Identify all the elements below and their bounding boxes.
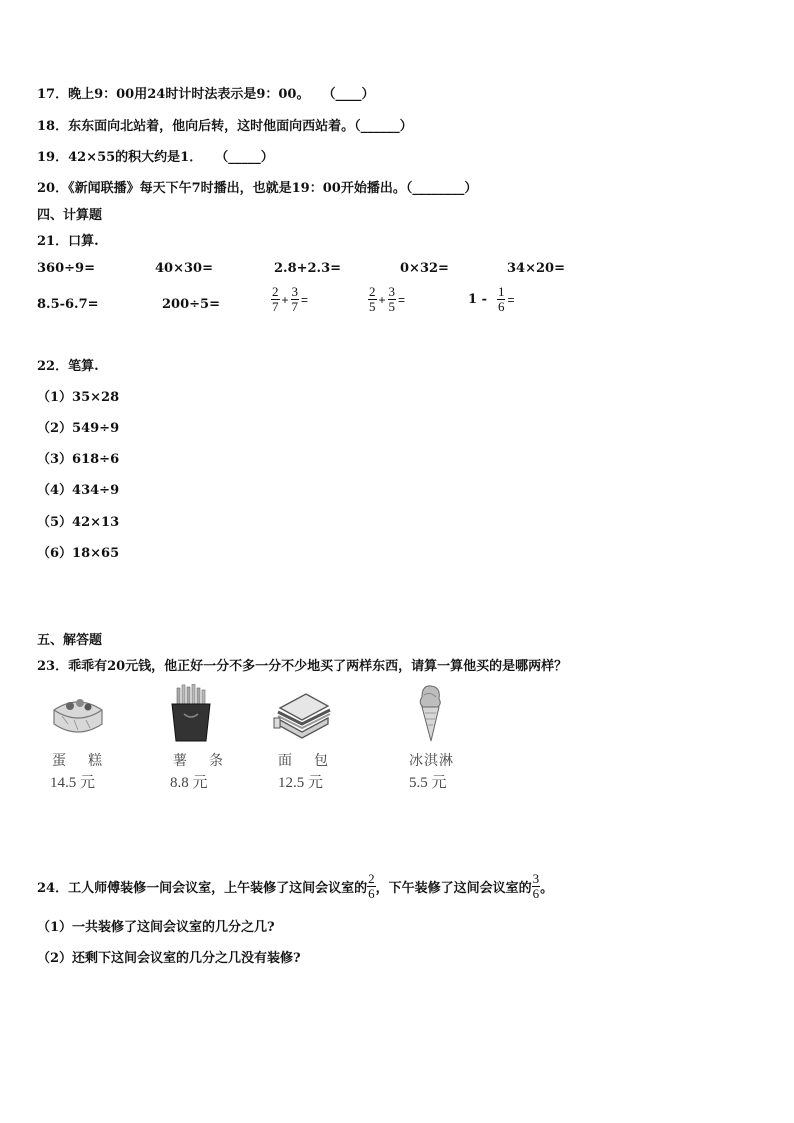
oral-calc-3: 2.8+2.3= — [274, 261, 342, 276]
fraction: $\frac{3}{7}$ — [291, 284, 299, 314]
product-name-sandwich: 面包 — [278, 753, 350, 769]
written-calc-1: （1）35×28 — [37, 390, 120, 405]
question-18: 18．东东面向北站着，他向后转，这时他面向西站着。（______） — [37, 119, 413, 134]
question-20: 20．《新闻联播》每天下午7时播出，也就是19：00开始播出。（________） — [37, 181, 478, 196]
oral-calc-4: 0×32= — [400, 261, 449, 276]
product-price-ice-cream: 5.5 元 — [409, 775, 447, 791]
question-21-label: 21．口算. — [37, 234, 99, 249]
written-calc-6: （6）18×65 — [37, 546, 120, 561]
written-calc-2: （2）549÷9 — [37, 421, 120, 436]
product-price-sandwich: 12.5 元 — [278, 775, 324, 791]
question-24-part-2: （2）还剩下这间会议室的几分之几没有装修? — [37, 951, 301, 966]
oral-calc-2: 40×30= — [155, 261, 213, 276]
written-calc-4: （4）434÷9 — [37, 483, 120, 498]
section-5-heading: 五、解答题 — [37, 633, 103, 648]
product-price-fries: 8.8 元 — [170, 775, 208, 791]
product-name-ice-cream: 冰淇淋 — [409, 753, 454, 769]
product-price-cake: 14.5 元 — [50, 775, 96, 791]
ice-cream-icon — [414, 683, 446, 747]
oral-calc-5: 34×20= — [507, 261, 565, 276]
question-19: 19．42×55的积大约是1． （_____） — [37, 150, 274, 165]
fraction: $\frac{2}{7}$ — [272, 284, 279, 314]
oral-calc-9: $\frac{2}{5}$ + $\frac{3}{5}$ = — [369, 284, 406, 314]
fraction: $\frac{3}{5}$ — [388, 284, 396, 314]
fries-icon — [168, 684, 214, 746]
oral-calc-6: 8.5-6.7= — [37, 297, 99, 312]
question-23: 23．乖乖有20元钱，他正好一分不多一分不少地买了两样东西，请算一算他买的是哪两样？ — [37, 659, 568, 674]
sandwich-icon — [272, 688, 334, 744]
question-22-label: 22．笔算. — [37, 359, 99, 374]
fraction: $\frac{3}{6}$ — [532, 871, 540, 901]
question-17: 17．晚上9：00用24时计时法表示是9：00。 （____） — [37, 87, 375, 102]
product-name-fries: 薯条 — [173, 753, 245, 769]
cake-icon — [48, 690, 108, 746]
question-24-part-1: （1）一共装修了这间会议室的几分之几? — [37, 920, 275, 935]
fraction: $\frac{2}{5}$ — [369, 284, 376, 314]
product-name-cake: 蛋糕 — [52, 753, 124, 769]
question-24: 24．工人师傅装修一间会议室，上午装修了这间会议室的 $\frac{2}{6}$ ，下午装修了这间会议室的 $\frac{3}{6}$ 。 — [37, 871, 554, 901]
section-4-heading: 四、计算题 — [37, 208, 103, 223]
fraction: $\frac{1}{6}$ — [497, 284, 505, 314]
fraction: $\frac{2}{6}$ — [368, 871, 375, 901]
written-calc-3: （3）618÷6 — [37, 452, 120, 467]
oral-calc-1: 360÷9= — [37, 261, 95, 276]
oral-calc-7: 200÷5= — [162, 297, 220, 312]
written-calc-5: （5）42×13 — [37, 515, 120, 530]
oral-calc-10: 1 - $\frac{1}{6}$ = — [468, 284, 515, 314]
oral-calc-8: $\frac{2}{7}$ + $\frac{3}{7}$ = — [272, 284, 309, 314]
